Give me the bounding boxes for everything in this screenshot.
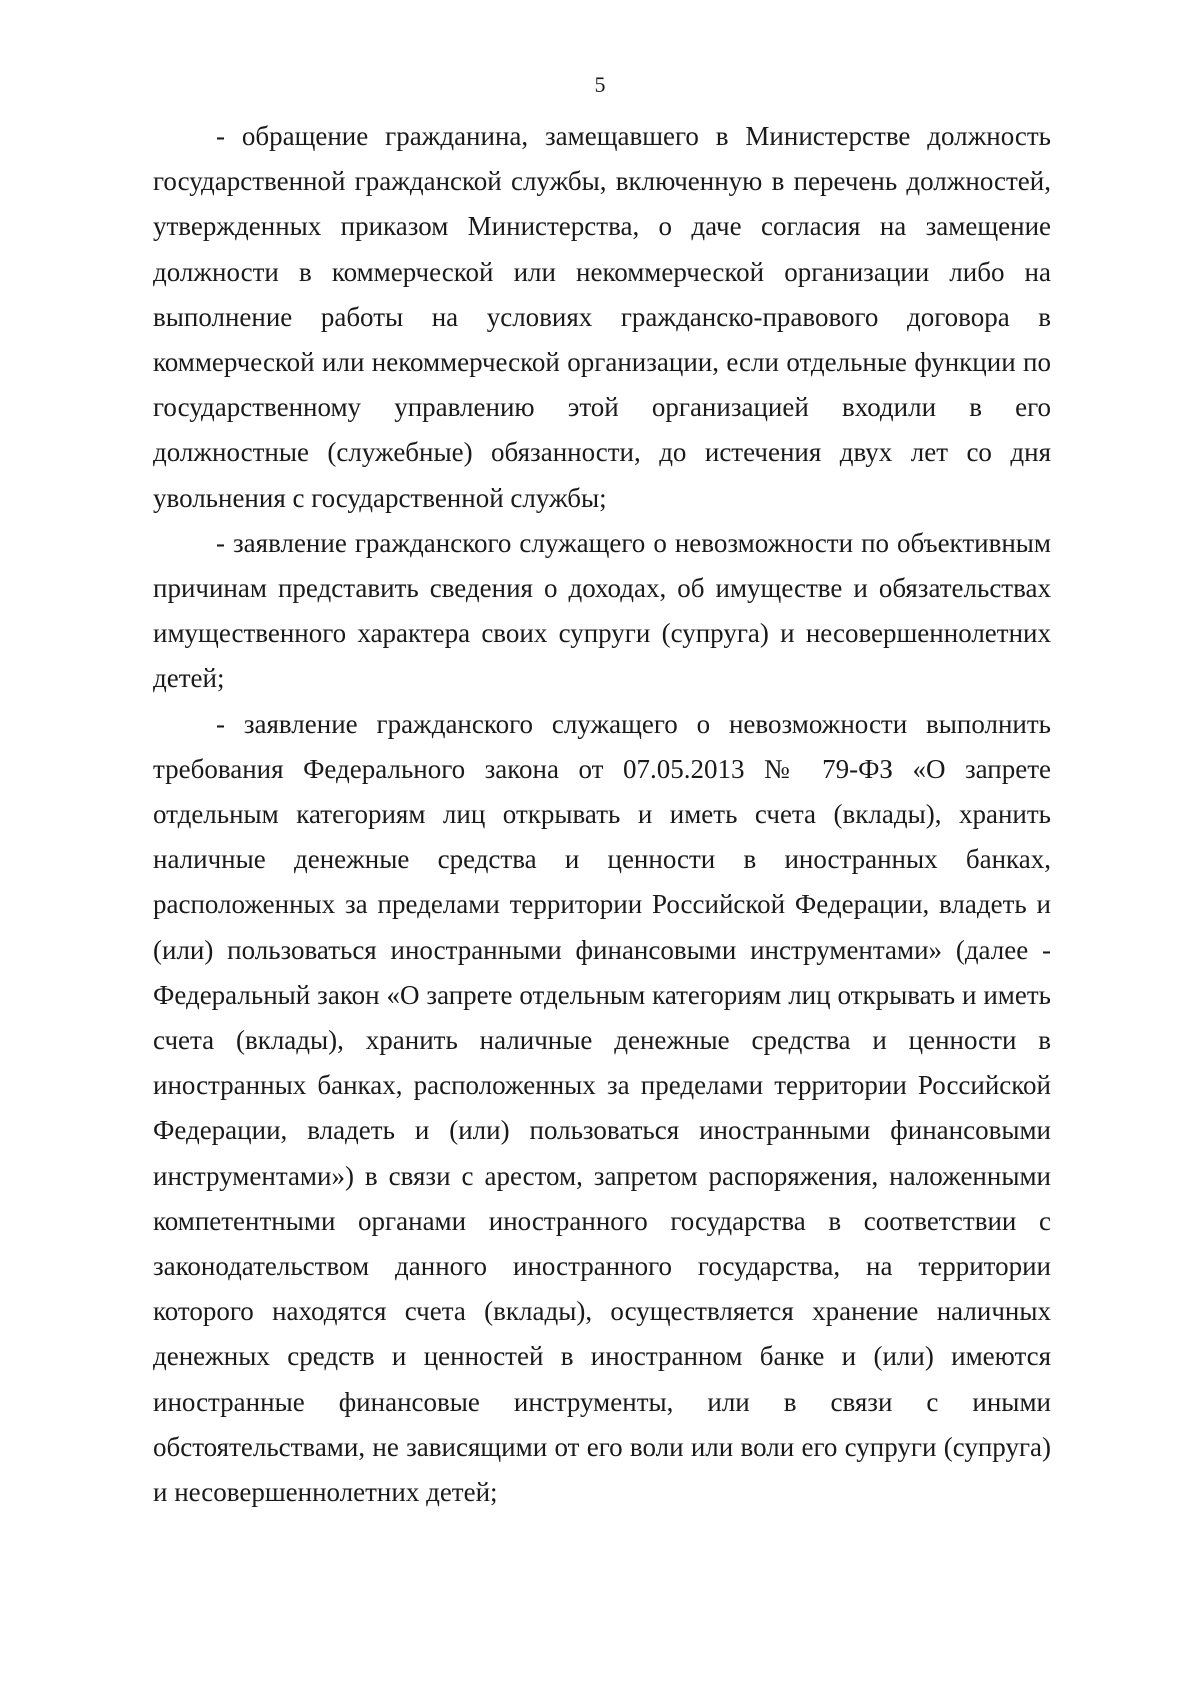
document-body — [153, 114, 1051, 1515]
paragraph-foreign-accounts-statement: - заявление гражданского служащего о невозможности выполнить требования Федерального закона от 07.05.2013 № 79-ФЗ «О запрете отдельным категориям лиц открывать и иметь счета (вклады), хранить наличные денежные средства и ценности в иностранных банках, расположенных за пределами территории Российской Федерации, владеть и (или) пользоваться иностранными финансовыми инструментами» (далее - Федеральный закон «О запрете отдельным категориям лиц открывать и иметь счета (вклады), хранить наличные денежные средства и ценности в иностранных банках, расположенных за пределами территории Российской Федерации, владеть и (или) пользоваться иностранными финансовыми инструментами») в связи с арестом, запретом распоряжения, наложенными компетентными органами иностранного государства в соответствии с законодательством данного иностранного государства, на территории которого находятся счета (вклады), осуществляется хранение наличных денежных средств и ценностей в иностранном банке и (или) имеются иностранные финансовые инструменты, или в связи с иными обстоятельствами, не зависящими от его воли или воли его супруги (супруга) и несовершеннолетних детей; — [153, 708, 1051, 1508]
paragraph-former-employee-request: - обращение гражданина, замещавшего в Министерстве должность государственной гражданской службы, включенную в перечень должностей, утвержденных приказом Министерства, о даче согласия на замещение должности в коммерческой или некоммерческой организации либо на выполнение работы на условиях гражданско-правового договора в коммерческой или некоммерческой организации, если отдельные функции по государственному управлению этой организацией входили в его должностные (служебные) обязанности, до истечения двух лет со дня увольнения с государственной службы; — [153, 121, 1051, 513]
page-number: 5 — [594, 72, 606, 97]
paragraph-income-disclosure-statement: - заявление гражданского служащего о невозможности по объективным причинам представить сведения о доходах, об имуществе и обязательствах имущественного характера своих супруги (супруга) и несовершеннолетних детей; — [153, 527, 1051, 694]
